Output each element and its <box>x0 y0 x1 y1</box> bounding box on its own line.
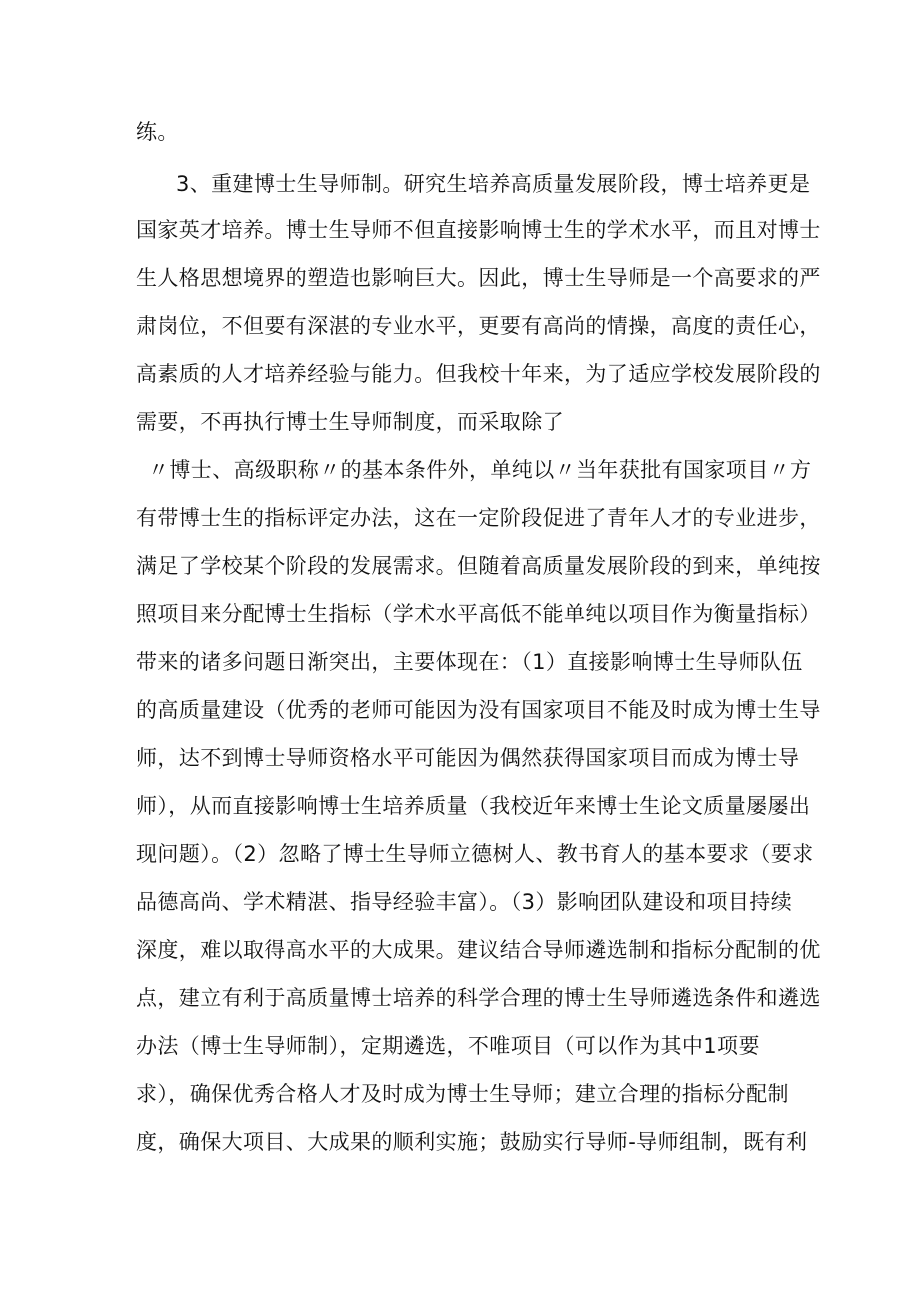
text-line: 师，达不到博士导师资格水平可能因为偶然获得国家项目而成为博士导 <box>136 746 800 770</box>
text-line: 国家英才培养。博士生导师不但直接影响博士生的学术水平，而且对博士 <box>136 218 821 242</box>
text-line: 的高质量建设（优秀的老师可能因为没有国家项目不能及时成为博士生导 <box>136 698 821 722</box>
text-line: 品德高尚、学术精湛、指导经验丰富）。（3）影响团队建设和项目持续 <box>136 890 793 914</box>
text-line: 求），确保优秀合格人才及时成为博士生导师；建立合理的指标分配制 <box>136 1082 789 1106</box>
text-line: 带来的诸多问题日渐突出，主要体现在：（1）直接影响博士生导师队伍 <box>136 650 803 674</box>
text-line: 现问题）。（2）忽略了博士生导师立德树人、教书育人的基本要求（要求 <box>136 842 814 866</box>
text-line: 办法（博士生导师制），定期遴选，不唯项目（可以作为其中1项要 <box>136 1034 760 1058</box>
text-line: 满足了学校某个阶段的发展需求。但随着高质量发展阶段的到来，单纯按 <box>136 554 821 578</box>
text-line: 有带博士生的指标评定办法，这在一定阶段促进了青年人才的专业进步， <box>136 506 821 530</box>
text-line: 师），从而直接影响博士生培养质量（我校近年来博士生论文质量屡屡出 <box>136 794 811 818</box>
text-line: 肃岗位，不但要有深湛的专业水平，更要有高尚的情操，高度的责任心， <box>136 314 821 338</box>
text-line: 练。 <box>136 120 179 144</box>
text-line: 点，建立有利于高质量博士培养的科学合理的博士生导师遴选条件和遴选 <box>136 986 821 1010</box>
text-line: 〃博士、高级职称〃的基本条件外，单纯以〃当年获批有国家项目〃方 <box>148 458 812 482</box>
text-line: 照项目来分配博士生指标（学术水平高低不能单纯以项目作为衡量指标） <box>136 602 821 626</box>
text-line: 度，确保大项目、大成果的顺利实施；鼓励实行导师-导师组制，既有利 <box>136 1130 808 1154</box>
text-line: 高素质的人才培养经验与能力。但我校十年来，为了适应学校发展阶段的 <box>136 362 821 386</box>
text-line: 深度，难以取得高水平的大成果。建议结合导师遴选制和指标分配制的优 <box>136 938 821 962</box>
text-line: 需要，不再执行博士生导师制度，而采取除了 <box>136 410 564 434</box>
text-line: 生人格思想境界的塑造也影响巨大。因此，博士生导师是一个高要求的严 <box>136 266 821 290</box>
text-line: 3、重建博士生导师制。研究生培养高质量发展阶段，博士培养更是 <box>176 172 811 196</box>
